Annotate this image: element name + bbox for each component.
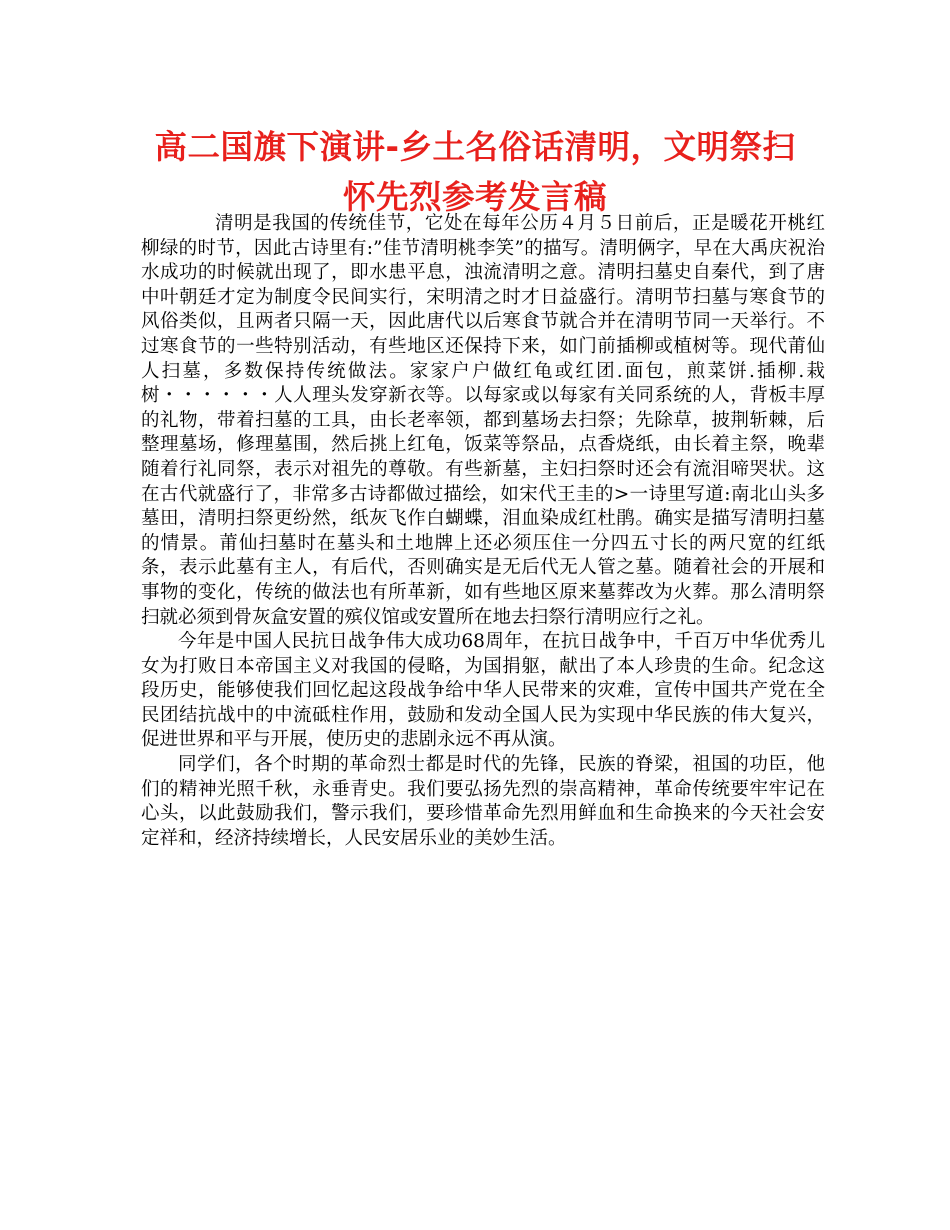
paragraph-qingming-tradition: 清明是我国的传统佳节，它处在每年公历４月５日前后，正是暖花开桃红柳绿的时节，因此古诗里有:”佳节清明桃李笑”的描写。清明俩字，早在大禹庆祝治水成功的时候就出现了，即水患平息，浊流清明之意。清明扫墓史自秦代，到了唐中叶朝廷才定为制度令民间实行，宋明清之时才日益盛行。清明节扫墓与寒食节的风俗类似，且两者只隔一天，因此唐代以后寒食节就合并在清明节同一天举行。不过寒食节的一些特别活动，有些地区还保持下来，如门前插柳或植树等。现代莆仙人扫墓，多数保持传统做法。家家户户做红龟或红团.面包，煎菜饼.插柳.栽树・・・・・・人人理头发穿新衣等。以每家或以每家有关同系统的人，背板丰厚的礼物，带着扫墓的工具，由长老率领，都到墓场去扫祭；先除草，披荆斩棘，后整理墓场，修理墓围，然后挑上红龟，饭菜等祭品，点香烧纸，由长着主祭，晚辈随着行礼同祭，表示对祖先的尊敬。有些新墓，主妇扫祭时还会有流泪啼哭状。这在古代就盛行了，非常多古诗都做过描绘，如宋代王圭的>一诗里写道:南北山头多墓田，清明扫祭更纷然，纸灰飞作白蝴蝶，泪血染成红杜鹃。确实是描写清明扫墓的情景。莆仙扫墓时在墓头和土地牌上还必须压住一分四五寸长的两尺宽的红纸条，表示此墓有主人，有后代，否则确实是无后代无人管之墓。随着社会的开展和事物的变化，传统的做法也有所革新，如有些地区原来墓葬改为火葬。那么清明祭扫就必须到骨灰盒安置的殡仪馆或安置所在地去扫祭行清明应行之礼。 <box>141 213 825 628</box>
paragraph-anti-japanese-war: 今年是中国人民抗日战争伟大成功68周年，在抗日战争中，千百万中华优秀儿女为打败日本帝国主义对我国的侵略，为国捐躯，献出了本人珍贵的生命。纪念这段历史，能够使我们回忆起这段战争给中华人民带来的灾难，宣传中国共产党在全民团结抗战中的中流砥柱作用，鼓励和发动全国人民为实现中华民族的伟大复兴，促进世界和平与开展，使历史的悲剧永远不再从演。 <box>141 631 825 751</box>
document-body <box>141 212 825 851</box>
paragraph-revolutionary-martyrs: 同学们，各个时期的革命烈士都是时代的先锋，民族的脊梁，祖国的功臣，他们的精神光照千秋，永垂青史。我们要弘扬先烈的崇高精神，革命传统要牢牢记在心头，以此鼓励我们，警示我们，要珍惜革命先烈用鲜血和生命换来的今天社会安定祥和，经济持续增长，人民安居乐业的美妙生活。 <box>141 754 825 849</box>
document-title: 高二国旗下演讲-乡土名俗话清明，文明祭扫怀先烈参考发言稿 <box>154 128 796 216</box>
